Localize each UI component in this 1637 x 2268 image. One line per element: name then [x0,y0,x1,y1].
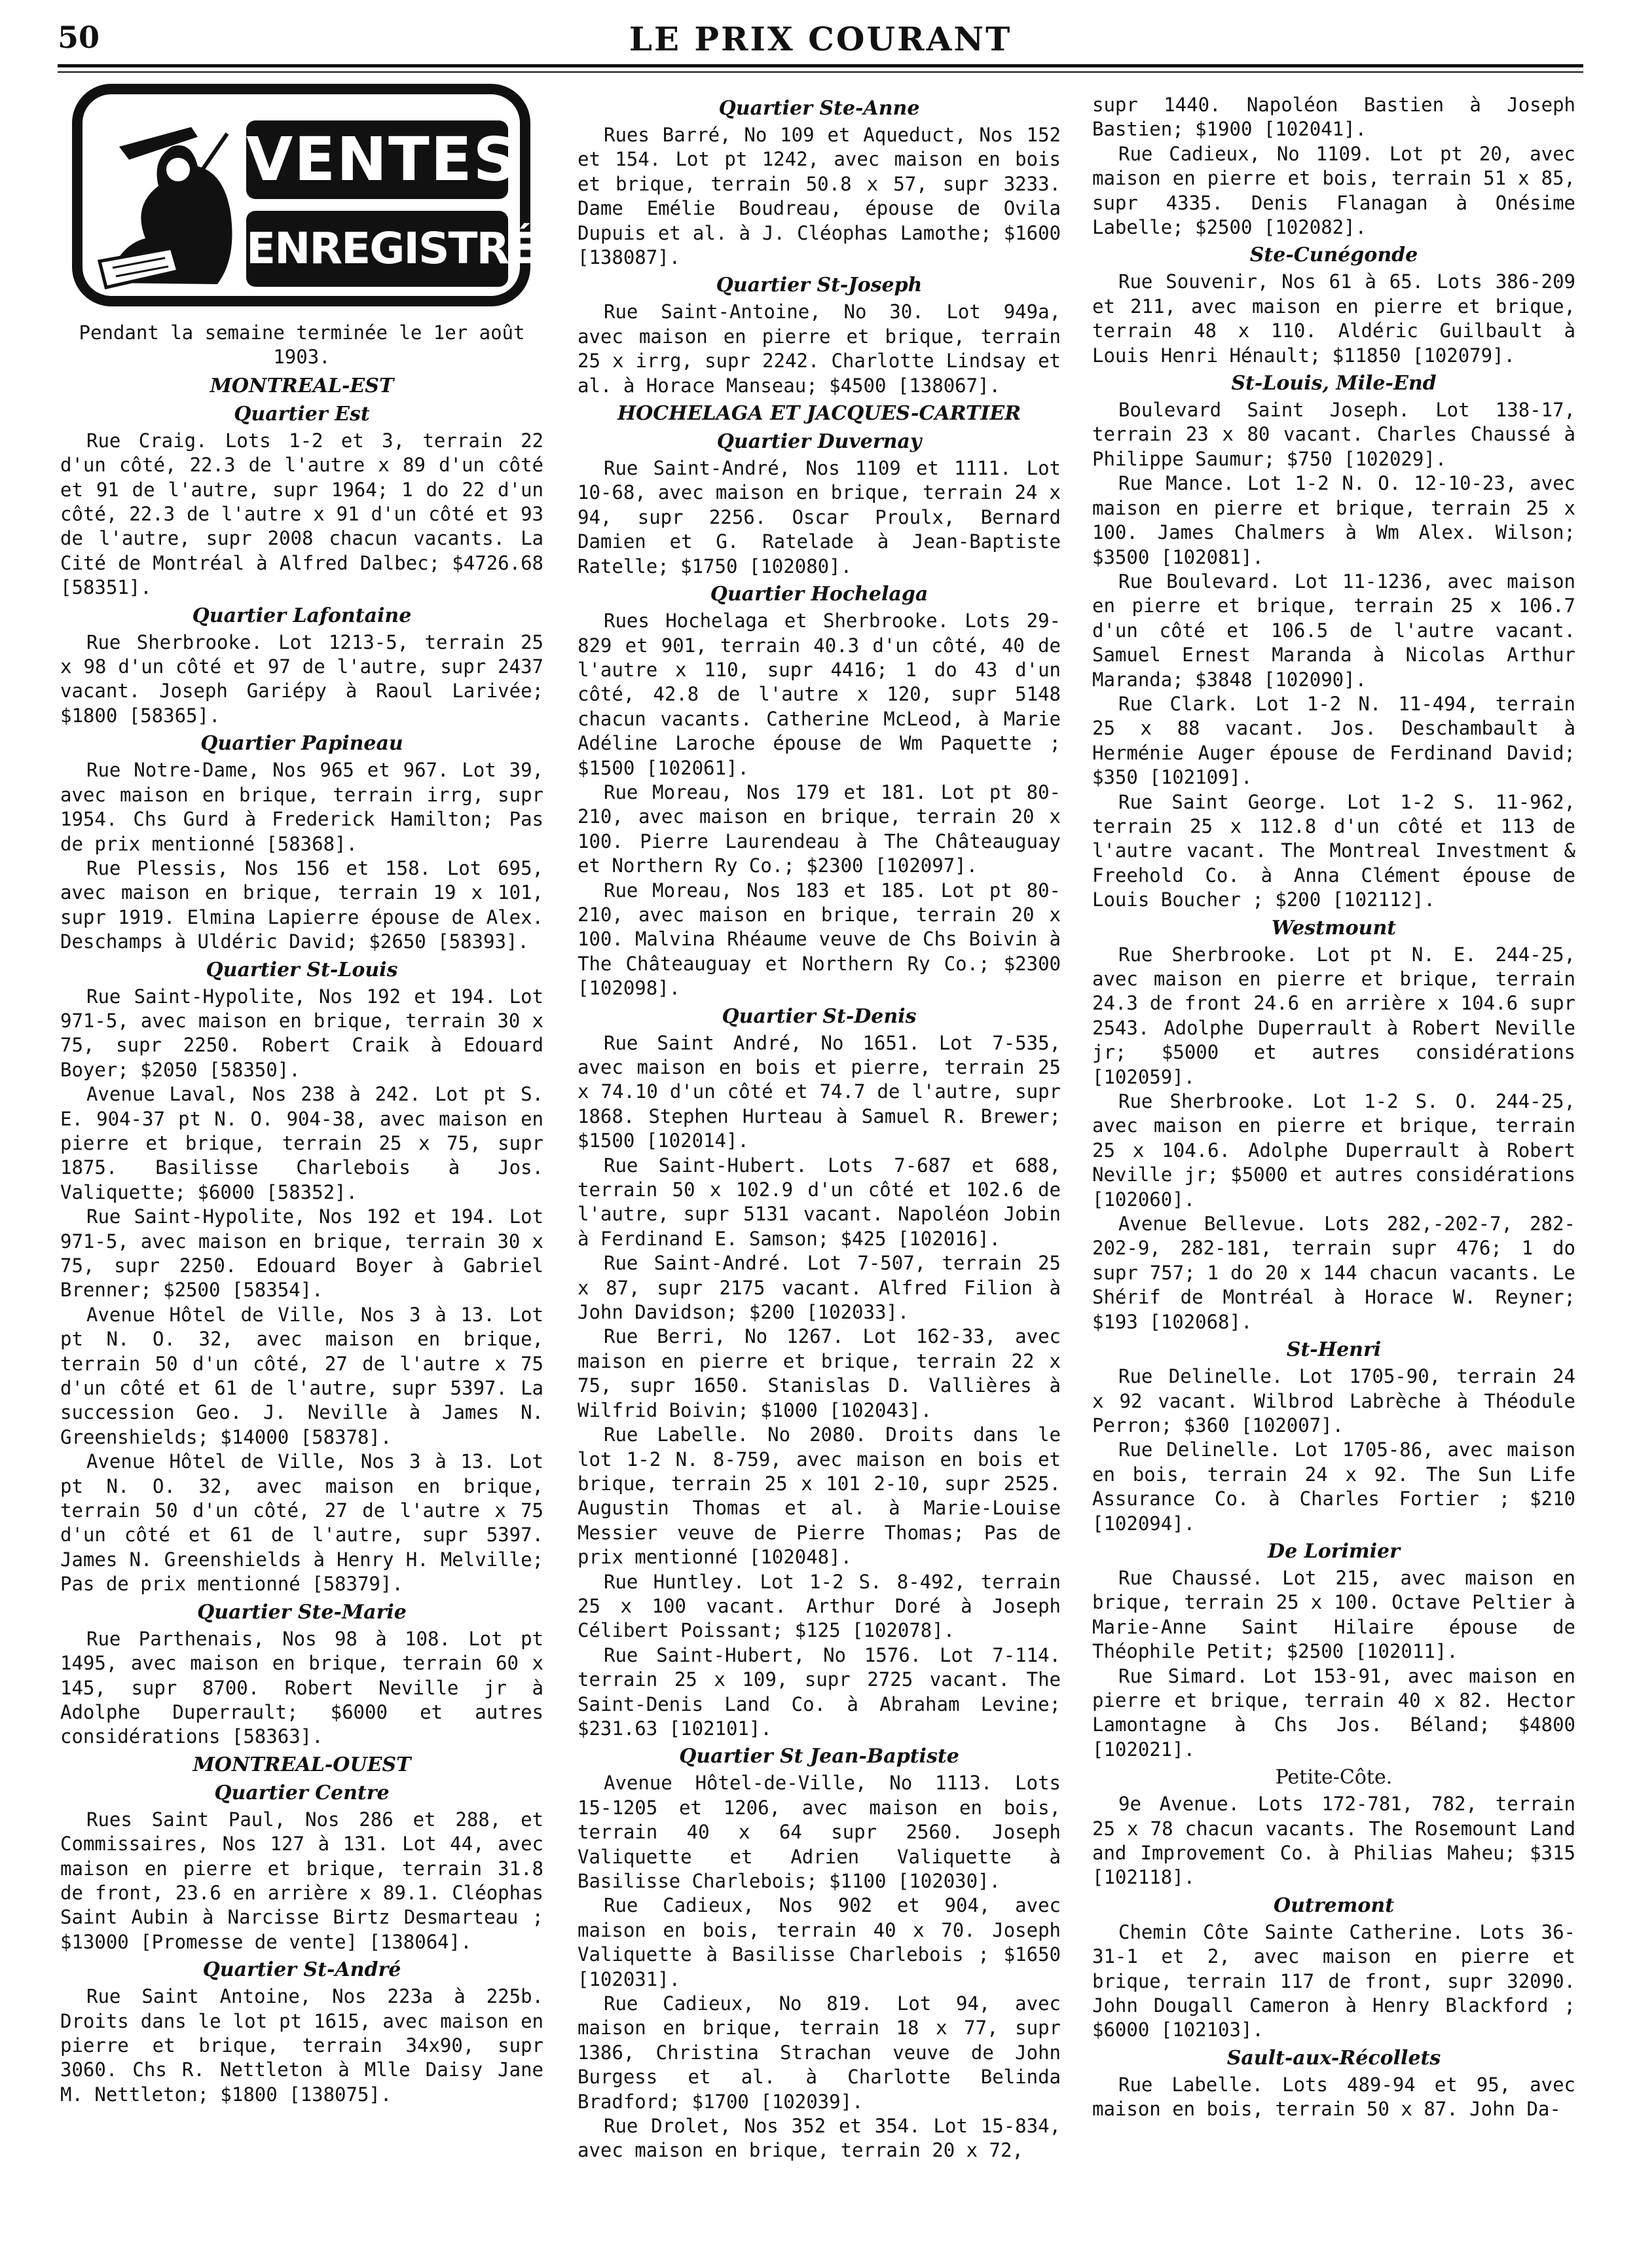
sale-entry: Rue Saint-Hypolite, Nos 192 et 194. Lot 971-5, avec maison en brique, terrain 30 x 75, supr 2250. Edouard Boyer à Gabriel Brenner; $2500 [58354]. [60,1205,543,1302]
sale-entry: Avenue Bellevue. Lots 282,-202-7, 282-202-9, 282-181, terrain supr 476; 1 do supr 757; 1 do 20 x 144 chacun vacants. Le Shérif de Montréal à Horace W. Reyner; $193 [102068]. [1092,1213,1575,1333]
page-number: 50 [58,20,100,55]
header-rule-thin [58,71,1583,73]
sale-entry: Rue Berri, No 1267. Lot 162-33, avec maison en pierre et brique, terrain 22 x 75, supr 1650. Stanislas D. Vallières à Wilfrid Boivin; $1000 [102043]. [578,1325,1061,1421]
sale-entry: Rue Cadieux, No 1109. Lot pt 20, avec maison en pierre et bois, terrain 51 x 85, supr 4335. Denis Flanagan à Onésime Labelle; $2500 [102082]. [1092,142,1575,239]
sale-entry: Rue Cadieux, No 819. Lot 94, avec maison en brique, terrain 18 x 77, supr 1386, Christina Strachan veuve de John Burgess et al. à Charlotte Belinda Bradford; $1700 [102039]. [578,1992,1061,2113]
intro-text: Pendant la semaine terminée le 1er août 1903. [79,321,525,369]
sale-entry: Rue Saint-Hubert. Lots 7-687 et 688, terrain 50 x 102.9 d'un côté et 102.6 de l'autre, supr 5131 vacant. Napoléon Jobin à Ferdinand E. Samson; $425 [102016]. [578,1154,1061,1250]
section-heading: Quartier St-Joseph [716,274,923,297]
sale-entry: Rue Boulevard. Lot 11-1236, avec maison en pierre et brique, terrain 25 x 106.7 d'un côté et 106.5 de l'autre vacant. Samuel Ernest Maranda à Nicolas Arthur Maranda; $3848 [102090]. [1092,570,1575,691]
section-heading: Outremont [1273,1893,1395,1917]
sale-entry: Rue Drolet, Nos 352 et 354. Lot 15-834, avec maison en brique, terrain 20 x 72, [578,2115,1061,2162]
sale-entry: Rue Souvenir, Nos 61 à 65. Lots 386-209 et 211, avec maison en pierre et brique, terrain 48 x 110. Aldéric Guilbault à Louis Henri Hénault; $11850 [102079]. [1092,270,1575,367]
header-rule-thick [58,64,1583,67]
sale-entry: Rue Mance. Lot 1-2 N. O. 12-10-23, avec maison en pierre et brique, terrain 25 x 100. James Chalmers à Wm Alex. Wilson; $3500 [102081]. [1092,472,1575,568]
sale-entry: Rue Clark. Lot 1-2 N. 11-494, terrain 25 x 88 vacant. Jos. Deschambault à Herménie Auger épouse de Ferdinand David; $350 [102109]. [1092,692,1575,789]
column-2 [578,93,1061,2163]
sale-entry: Rue Saint André, No 1651. Lot 7-535, avec maison en bois et pierre, terrain 25 x 74.10 d'un côté et 74.7 de l'autre, supr 1868. Stephen Hurteau à Samuel R. Brewer; $1500 [102014]. [578,1031,1061,1152]
sale-entry: Rue Plessis, Nos 156 et 158. Lot 695, avec maison en brique, terrain 19 x 101, supr 1919. Elmina Lapierre épouse de Alex. Deschamps à Uldéric David; $2650 [58393]. [60,856,543,953]
sale-entry: Rue Sherbrooke. Lot 1213-5, terrain 25 x 98 d'un côté et 97 de l'autre, supr 2437 vacant. Joseph Gariépy à Raoul Larivée; $1800 [58365]. [60,631,543,727]
sale-entry: Rue Simard. Lot 153-91, avec maison en pierre et brique, terrain 40 x 82. Hector Lamontagne à Chs Jos. Béland; $4800 [102021]. [1092,1664,1575,1761]
sale-entry: Rue Saint-Hypolite, Nos 192 et 194. Lot 971-5, avec maison en brique, terrain 30 x 75, supr 2250. Robert Craik à Edouard Boyer; $2050 [58350]. [60,985,543,1081]
sale-entry: Rues Hochelaga et Sherbrooke. Lots 29-829 et 901, terrain 40.3 d'un côté, 40 de l'autre x 110, supr 4416; 1 do 43 d'un côté, 42.8 de l'autre x 120, supr 5148 chacun vacants. Catherine McLeod, à Marie Adéline Laroche épouse de Wm Paquette ; $1500 [102061]. [578,610,1061,779]
section-heading: Quartier St-André [202,1958,401,1982]
sale-entry: Rue Sherbrooke. Lot pt N. E. 244-25, avec maison en pierre et brique, terrain 24.3 de front 24.6 en arrière x 104.6 supr 2543. Adolphe Duperrault à Robert Neville jr; $5000 et autres considérations [102059]. [1092,943,1575,1088]
section-heading: Quartier Hochelaga [710,583,929,606]
sale-entry: Rues Saint Paul, Nos 286 et 288, et Commissaires, Nos 127 à 131. Lot 44, avec maison en pierre et brique, terrain 31.8 de front, 23.6 en arrière x 89.1. Cléophas Saint Aubin à Narcisse Birtz Desmarteau ; $13000 [Promesse de vente] [138064]. [60,1808,543,1953]
column-1 [60,84,595,2107]
sale-entry: Boulevard Saint Joseph. Lot 138-17, terrain 23 x 80 vacant. Charles Chaussé à Philippe Saumur; $750 [102029]. [1092,399,1575,470]
sale-entry: Avenue Hôtel de Ville, Nos 3 à 13. Lot pt N. O. 32, avec maison en brique, terrain 50 d'un côté, 27 de l'autre x 75 d'un côté et 61 de l'autre, supr 5397. La succession Geo. J. Neville à James N. Greenshields; $14000 [58378]. [60,1303,543,1448]
sale-entry: Rue Moreau, Nos 179 et 181. Lot pt 80-210, avec maison en brique, terrain 20 x 100. Pierre Laurendeau à The Châteauguay et Northern Ry Co.; $2300 [102097]. [578,780,1061,877]
section-heading: Westmount [1271,916,1397,940]
sale-entry: Rue Craig. Lots 1-2 et 3, terrain 22 d'un côté, 22.3 de l'autre x 89 d'un côté et 91 de l'autre, supr 1964; 1 do 22 d'un côté, 22.3 de l'autre x 91 d'un côté et 93 de l'autre, supr 2008 chacun vacants. La Cité de Montréal à Alfred Dalbec; $4726.68 [58351]. [60,429,543,599]
sale-entry: Avenue Hôtel de Ville, Nos 3 à 13. Lot pt N. O. 32, avec maison en brique, terrain 50 d'un côté, 27 de l'autre x 75 d'un côté et 61 de l'autre, supr 5397. James N. Greenshields à Henry H. Melville; Pas de prix mentionné [58379]. [60,1450,543,1596]
column-3 [1092,93,1575,2122]
sale-entry: 9e Avenue. Lots 172-781, 782, terrain 25 x 78 chacun vacants. The Rosemount Land and Improvement Co. à Philias Maheu; $315 [102118]. [1092,1793,1575,1889]
section-heading: Quartier Lafontaine [192,604,412,627]
section-heading: Quartier Est [234,402,370,426]
section-heading: Quartier St-Louis [206,958,398,981]
scribe-figure-icon [93,107,244,297]
sale-entry: Rue Saint-André. Lot 7-507, terrain 25 x 87, supr 2175 vacant. Alfred Filion à John Davidson; $200 [102033]. [578,1252,1061,1324]
sale-entry: Rue Sherbrooke. Lot 1-2 S. O. 244-25, avec maison en pierre et brique, terrain 25 x 104.6. Adolphe Duperrault à Robert Neville jr; $5000 et autres considérations [102060]. [1092,1090,1575,1211]
sale-entry: Rue Saint-Antoine, No 30. Lot 949a, avec maison en pierre et brique, terrain 25 x irrg, supr 2242. Charlotte Lindsay et al. à Horace Manseau; $4500 [138067]. [578,301,1061,397]
sale-entry: Rue Parthenais, Nos 98 à 108. Lot pt 1495, avec maison en brique, terrain 60 x 145, supr 8700. Robert Neville jr à Adolphe Duperrault; $6000 et autres considérations [58363]. [60,1627,543,1748]
publication-title: LE PRIX COURANT [629,20,1012,58]
section-heading: St-Louis, Mile-End [1231,372,1437,395]
sale-entry: Rues Barré, No 109 et Aqueduct, Nos 152 et 154. Lot pt 1242, avec maison en bois et brique, terrain 50.8 x 57, supr 3233. Dame Emélie Boudreau, épouse de Ovila Dupuis et al. à J. Cléophas Lamothe; $1600 [138087]. [578,124,1061,269]
section-heading: Quartier Papineau [200,732,403,756]
sale-entry: Rue Saint-Hubert, No 1576. Lot 7-114. terrain 25 x 109, supr 2725 vacant. The Saint-Denis Land Co. à Abraham Levine; $231.63 [102101]. [578,1643,1061,1740]
section-heading: Petite-Côte. [1275,1766,1393,1789]
logo-word-ventes: VENTES [246,120,508,199]
sale-entry: Rue Cadieux, Nos 902 et 904, avec maison en bois, terrain 40 x 70. Joseph Valiquette à Basilisse Charlebois ; $1650 [102031]. [578,1894,1061,1990]
sale-entry: Rue Moreau, Nos 183 et 185. Lot pt 80-210, avec maison en brique, terrain 20 x 100. Malvina Rhéaume veuve de Chs Boivin à The Châteauguay et Northern Ry Co.; $2300 [102098]. [578,879,1061,1000]
logo-word-enregistrees: ENREGISTRÉES [246,211,508,287]
section-heading: Quartier Ste-Anne [718,97,920,120]
section-heading: MONTREAL-OUEST [193,1753,411,1776]
sale-entry: Chemin Côte Sainte Catherine. Lots 36-31-1 et 2, avec maison en pierre et brique, terrain 117 de front, supr 32090. John Dougall Cameron à Henry Blackford ; $6000 [102103]. [1092,1920,1575,2041]
sale-entry-continued: supr 1440. Napoléon Bastien à Joseph Bastien; $1900 [102041]. [1092,94,1575,141]
sale-entry: Rue Saint-André, Nos 1109 et 1111. Lot 10-68, avec maison en brique, terrain 24 x 94, supr 2256. Oscar Proulx, Bernard Damien et G. Ratelade à Jean-Baptiste Ratelle; $1750 [102080]. [578,457,1061,577]
section-heading: Quartier Centre [214,1781,390,1804]
section-heading: Quartier Duvernay [716,430,922,454]
section-heading: HOCHELAGA ET JACQUES-CARTIER [617,402,1021,426]
section-heading: Quartier Ste-Marie [197,1600,407,1624]
sale-entry: Avenue Laval, Nos 238 à 242. Lot pt S. E. 904-37 pt N. O. 904-38, avec maison en pierre et brique, terrain 25 x 75, supr 1875. Basilisse Charlebois à Jos. Valiquette; $6000 [58352]. [60,1083,543,1203]
ventes-enregistrees-logo [72,84,595,306]
sale-entry: Rue Labelle. No 2080. Droits dans le lot 1-2 N. 8-759, avec maison en bois et brique, terrain 25 x 101 2-10, supr 2525. Augustin Thomas et al. à Marie-Louise Messier veuve de Pierre Thomas; Pas de prix mentionné [102048]. [578,1423,1061,1569]
section-heading: Sault-aux-Récollets [1226,2046,1441,2070]
sale-entry: Rue Notre-Dame, Nos 965 et 967. Lot 39, avec maison en brique, terrain irrg, supr 1954. Chs Gurd à Frederick Hamilton; Pas de prix mentionné [58368]. [60,759,543,855]
section-heading: De Lorimier [1268,1539,1400,1563]
sale-entry: Rue Labelle. Lots 489-94 et 95, avec maison en bois, terrain 50 x 87. John Da- [1092,2073,1575,2121]
sale-entry: Rue Delinelle. Lot 1705-90, terrain 24 x 92 vacant. Wilbrod Labrèche à Théodule Perron; $360 [102007]. [1092,1365,1575,1436]
section-heading: Ste-Cunégonde [1249,244,1418,267]
section-heading: Quartier St Jean-Baptiste [679,1745,959,1768]
sale-entry: Rue Saint Antoine, Nos 223a à 225b. Droits dans le lot pt 1615, avec maison en pierre et brique, terrain 34x90, supr 3060. Chs R. Nettleton à Mlle Daisy Jane M. Nettleton; $1800 [138075]. [60,1985,543,2106]
sale-entry: Rue Delinelle. Lot 1705-86, avec maison en bois, terrain 24 x 92. The Sun Life Assurance Co. à Charles Fortier ; $210 [102094]. [1092,1438,1575,1535]
sale-entry: Rue Saint George. Lot 1-2 S. 11-962, terrain 25 x 112.8 d'un côté et 113 de l'autre vacant. The Montreal Investment & Freehold Co. à Anna Clément épouse de Louis Boucher ; $200 [102112]. [1092,790,1575,911]
sale-entry: Avenue Hôtel-de-Ville, No 1113. Lots 15-1205 et 1206, avec maison en bois, terrain 40 x 64 supr 2560. Joseph Valiquette et Adrien Valiquette à Basilisse Charlebois; $1100 [102030]. [578,1772,1061,1892]
section-heading: MONTREAL-EST [210,374,394,397]
section-heading: St-Henri [1286,1338,1382,1362]
sale-entry: Rue Chaussé. Lot 215, avec maison en brique, terrain 25 x 100. Octave Peltier à Marie-Anne Saint Hilaire épouse de Théophile Petit; $2500 [102011]. [1092,1566,1575,1663]
sale-entry: Rue Huntley. Lot 1-2 S. 8-492, terrain 25 x 100 vacant. Arthur Doré à Joseph Célibert Poissant; $125 [102078]. [578,1570,1061,1642]
section-heading: Quartier St-Denis [722,1004,917,1028]
page-header [58,20,1583,58]
